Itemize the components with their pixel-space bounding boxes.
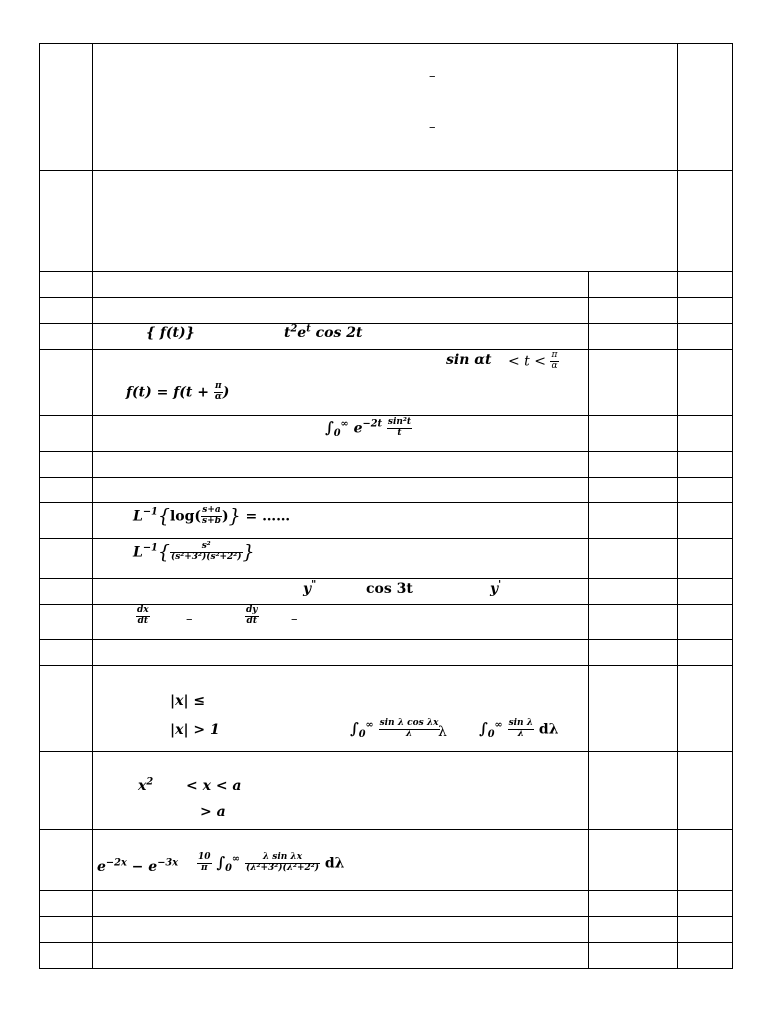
row1-dash: – bbox=[429, 69, 436, 84]
integral-sign: ∫ bbox=[325, 418, 334, 437]
fraction-numerator: 10 bbox=[198, 852, 211, 862]
fraction-denominator: t bbox=[397, 427, 402, 438]
integrand-fraction bbox=[508, 719, 534, 740]
laplace-f-of-t bbox=[146, 326, 195, 340]
pi-over-alpha bbox=[550, 351, 558, 372]
fourier-integral-3 bbox=[197, 853, 344, 874]
periodic-close-paren: ) bbox=[222, 384, 230, 401]
e-exponent: −2x bbox=[105, 857, 127, 869]
t-var: t bbox=[284, 325, 291, 341]
row-divider bbox=[39, 916, 733, 917]
row-divider bbox=[39, 271, 733, 272]
row-divider bbox=[39, 349, 733, 350]
fraction-denominator: (λ²+3²)(λ²+2²) bbox=[245, 862, 319, 873]
table-border-top bbox=[39, 43, 733, 44]
row-divider bbox=[39, 890, 733, 891]
f-of-t: f(t) bbox=[159, 325, 186, 341]
fraction-denominator: (s²+3²)(s²+2²) bbox=[170, 551, 242, 562]
fraction-denominator: π bbox=[200, 862, 208, 873]
system-dash: – bbox=[291, 612, 298, 627]
cos-3t: cos 3t bbox=[366, 581, 413, 597]
fraction-numerator: λ sin λx bbox=[245, 853, 320, 864]
inverse-exponent: −1 bbox=[142, 542, 158, 554]
t-exponent: 2 bbox=[290, 323, 298, 335]
column-divider bbox=[588, 271, 589, 969]
integral-sign: ∫ bbox=[216, 853, 226, 872]
brace-open: { bbox=[157, 540, 170, 563]
rational-fraction bbox=[170, 542, 243, 563]
dy-dt-fraction bbox=[245, 606, 259, 627]
dy-dt bbox=[245, 606, 259, 627]
sin-alpha-t: sin αt bbox=[446, 352, 492, 368]
row-divider bbox=[39, 297, 733, 298]
e-var: e bbox=[297, 325, 307, 341]
fraction-numerator: dx bbox=[137, 605, 149, 615]
laplace-function-expression bbox=[284, 323, 363, 341]
integral-sign: ∫ bbox=[479, 719, 488, 738]
row-divider bbox=[39, 639, 733, 640]
condition-abs-x-le: |x| ≤ bbox=[170, 693, 206, 709]
integrand-fraction bbox=[379, 719, 440, 740]
fourier-integral-2 bbox=[479, 719, 559, 740]
minus-sign: − bbox=[131, 859, 144, 875]
y-var: y bbox=[490, 581, 499, 597]
log-fraction bbox=[201, 506, 222, 527]
e-exponent: t bbox=[306, 323, 311, 335]
y-double-prime bbox=[303, 579, 317, 597]
periodic-range bbox=[508, 351, 559, 372]
fraction-denominator: s+b bbox=[202, 515, 221, 526]
fraction-numerator: dy bbox=[246, 605, 258, 615]
row-divider bbox=[39, 451, 733, 452]
table-border-left bbox=[39, 43, 40, 969]
e-exponent: −2t bbox=[362, 418, 383, 430]
integrand-fraction bbox=[387, 418, 412, 439]
range-zero-to-a: < x < a bbox=[186, 778, 242, 794]
periodic-lhs: f(t) = f(t + bbox=[126, 384, 209, 401]
x-var: x bbox=[138, 778, 147, 794]
row-divider bbox=[39, 665, 733, 666]
row-divider bbox=[39, 415, 733, 416]
fraction-denominator: dt bbox=[137, 615, 149, 626]
exponential-difference bbox=[97, 857, 179, 875]
e-exponent: −3x bbox=[157, 857, 179, 869]
y-prime bbox=[490, 579, 502, 597]
e-var: e bbox=[148, 859, 158, 875]
lower-limit: 0 bbox=[358, 729, 366, 741]
brace-close: } bbox=[242, 540, 255, 563]
integrand-fraction bbox=[245, 853, 320, 874]
row-divider bbox=[39, 829, 733, 830]
laplace-L: L bbox=[133, 508, 143, 525]
row-divider bbox=[39, 323, 733, 324]
lower-limit: 0 bbox=[333, 428, 341, 440]
d-lambda: dλ bbox=[324, 855, 345, 872]
upper-limit: ∞ bbox=[494, 719, 503, 731]
table-border-right bbox=[732, 43, 733, 969]
dx-dt-fraction bbox=[136, 606, 150, 627]
fraction-denominator: dt bbox=[246, 615, 257, 626]
cos-term: cos 2t bbox=[315, 325, 363, 341]
fraction-denominator: λ bbox=[517, 728, 524, 739]
e-var: e bbox=[97, 859, 106, 875]
row1-dash: – bbox=[429, 120, 436, 135]
upper-limit: ∞ bbox=[365, 719, 374, 731]
upper-limit: ∞ bbox=[231, 853, 241, 865]
row-divider bbox=[39, 578, 733, 579]
inverse-laplace-rational bbox=[133, 542, 255, 563]
column-divider bbox=[92, 43, 93, 969]
fraction-denominator: λ bbox=[405, 728, 413, 739]
integral-expression bbox=[325, 418, 412, 439]
fraction-numerator: s+a bbox=[202, 505, 221, 515]
row-divider bbox=[39, 942, 733, 943]
lower-limit: 0 bbox=[487, 729, 495, 741]
x-exponent: 2 bbox=[146, 776, 154, 788]
x-squared bbox=[138, 776, 154, 794]
brace-close: } bbox=[185, 325, 195, 341]
coefficient-fraction bbox=[197, 853, 212, 874]
brace-close: } bbox=[228, 504, 241, 527]
lambda-symbol: λ bbox=[438, 724, 447, 740]
inverse-laplace-log bbox=[133, 506, 290, 527]
row-divider bbox=[39, 170, 733, 171]
close-paren: ) bbox=[221, 508, 229, 525]
log-function: log( bbox=[169, 508, 202, 525]
integral-sign: ∫ bbox=[350, 719, 359, 738]
fraction-numerator: sin²t bbox=[387, 417, 412, 427]
pi-over-alpha bbox=[214, 382, 223, 403]
column-divider bbox=[677, 43, 678, 969]
fraction-numerator: sin λ bbox=[508, 718, 534, 728]
condition-abs-x-gt: |x| > 1 bbox=[170, 722, 220, 738]
less-than-t: < t < bbox=[508, 353, 546, 370]
equals-blank: = …… bbox=[245, 508, 291, 525]
dx-dt bbox=[136, 606, 150, 627]
table-border-bottom bbox=[39, 968, 733, 969]
inverse-exponent: −1 bbox=[142, 506, 158, 518]
laplace-L: L bbox=[133, 544, 143, 561]
fourier-integral-1 bbox=[350, 719, 440, 740]
fraction-numerator: s² bbox=[170, 542, 243, 553]
brace-open: { bbox=[157, 504, 170, 527]
row-divider bbox=[39, 477, 733, 478]
lower-limit: 0 bbox=[225, 863, 232, 875]
row-divider bbox=[39, 538, 733, 539]
fraction-numerator: π bbox=[551, 350, 558, 360]
range-greater-a: > a bbox=[200, 804, 226, 820]
periodicity-condition bbox=[126, 382, 229, 403]
brace-open: { bbox=[146, 325, 156, 341]
d-lambda: dλ bbox=[538, 721, 559, 738]
row-divider bbox=[39, 751, 733, 752]
fraction-denominator: α bbox=[214, 391, 222, 402]
fraction-numerator: π bbox=[214, 381, 222, 391]
system-dash: – bbox=[186, 612, 193, 627]
y-var: y bbox=[303, 581, 312, 597]
prime-mark: ' bbox=[498, 579, 502, 591]
double-prime-mark: " bbox=[311, 579, 317, 591]
e-var: e bbox=[353, 420, 363, 437]
row-divider bbox=[39, 502, 733, 503]
fraction-numerator: sin λ cos λx bbox=[379, 718, 439, 728]
fraction-denominator: α bbox=[551, 360, 558, 371]
upper-limit: ∞ bbox=[340, 418, 349, 430]
